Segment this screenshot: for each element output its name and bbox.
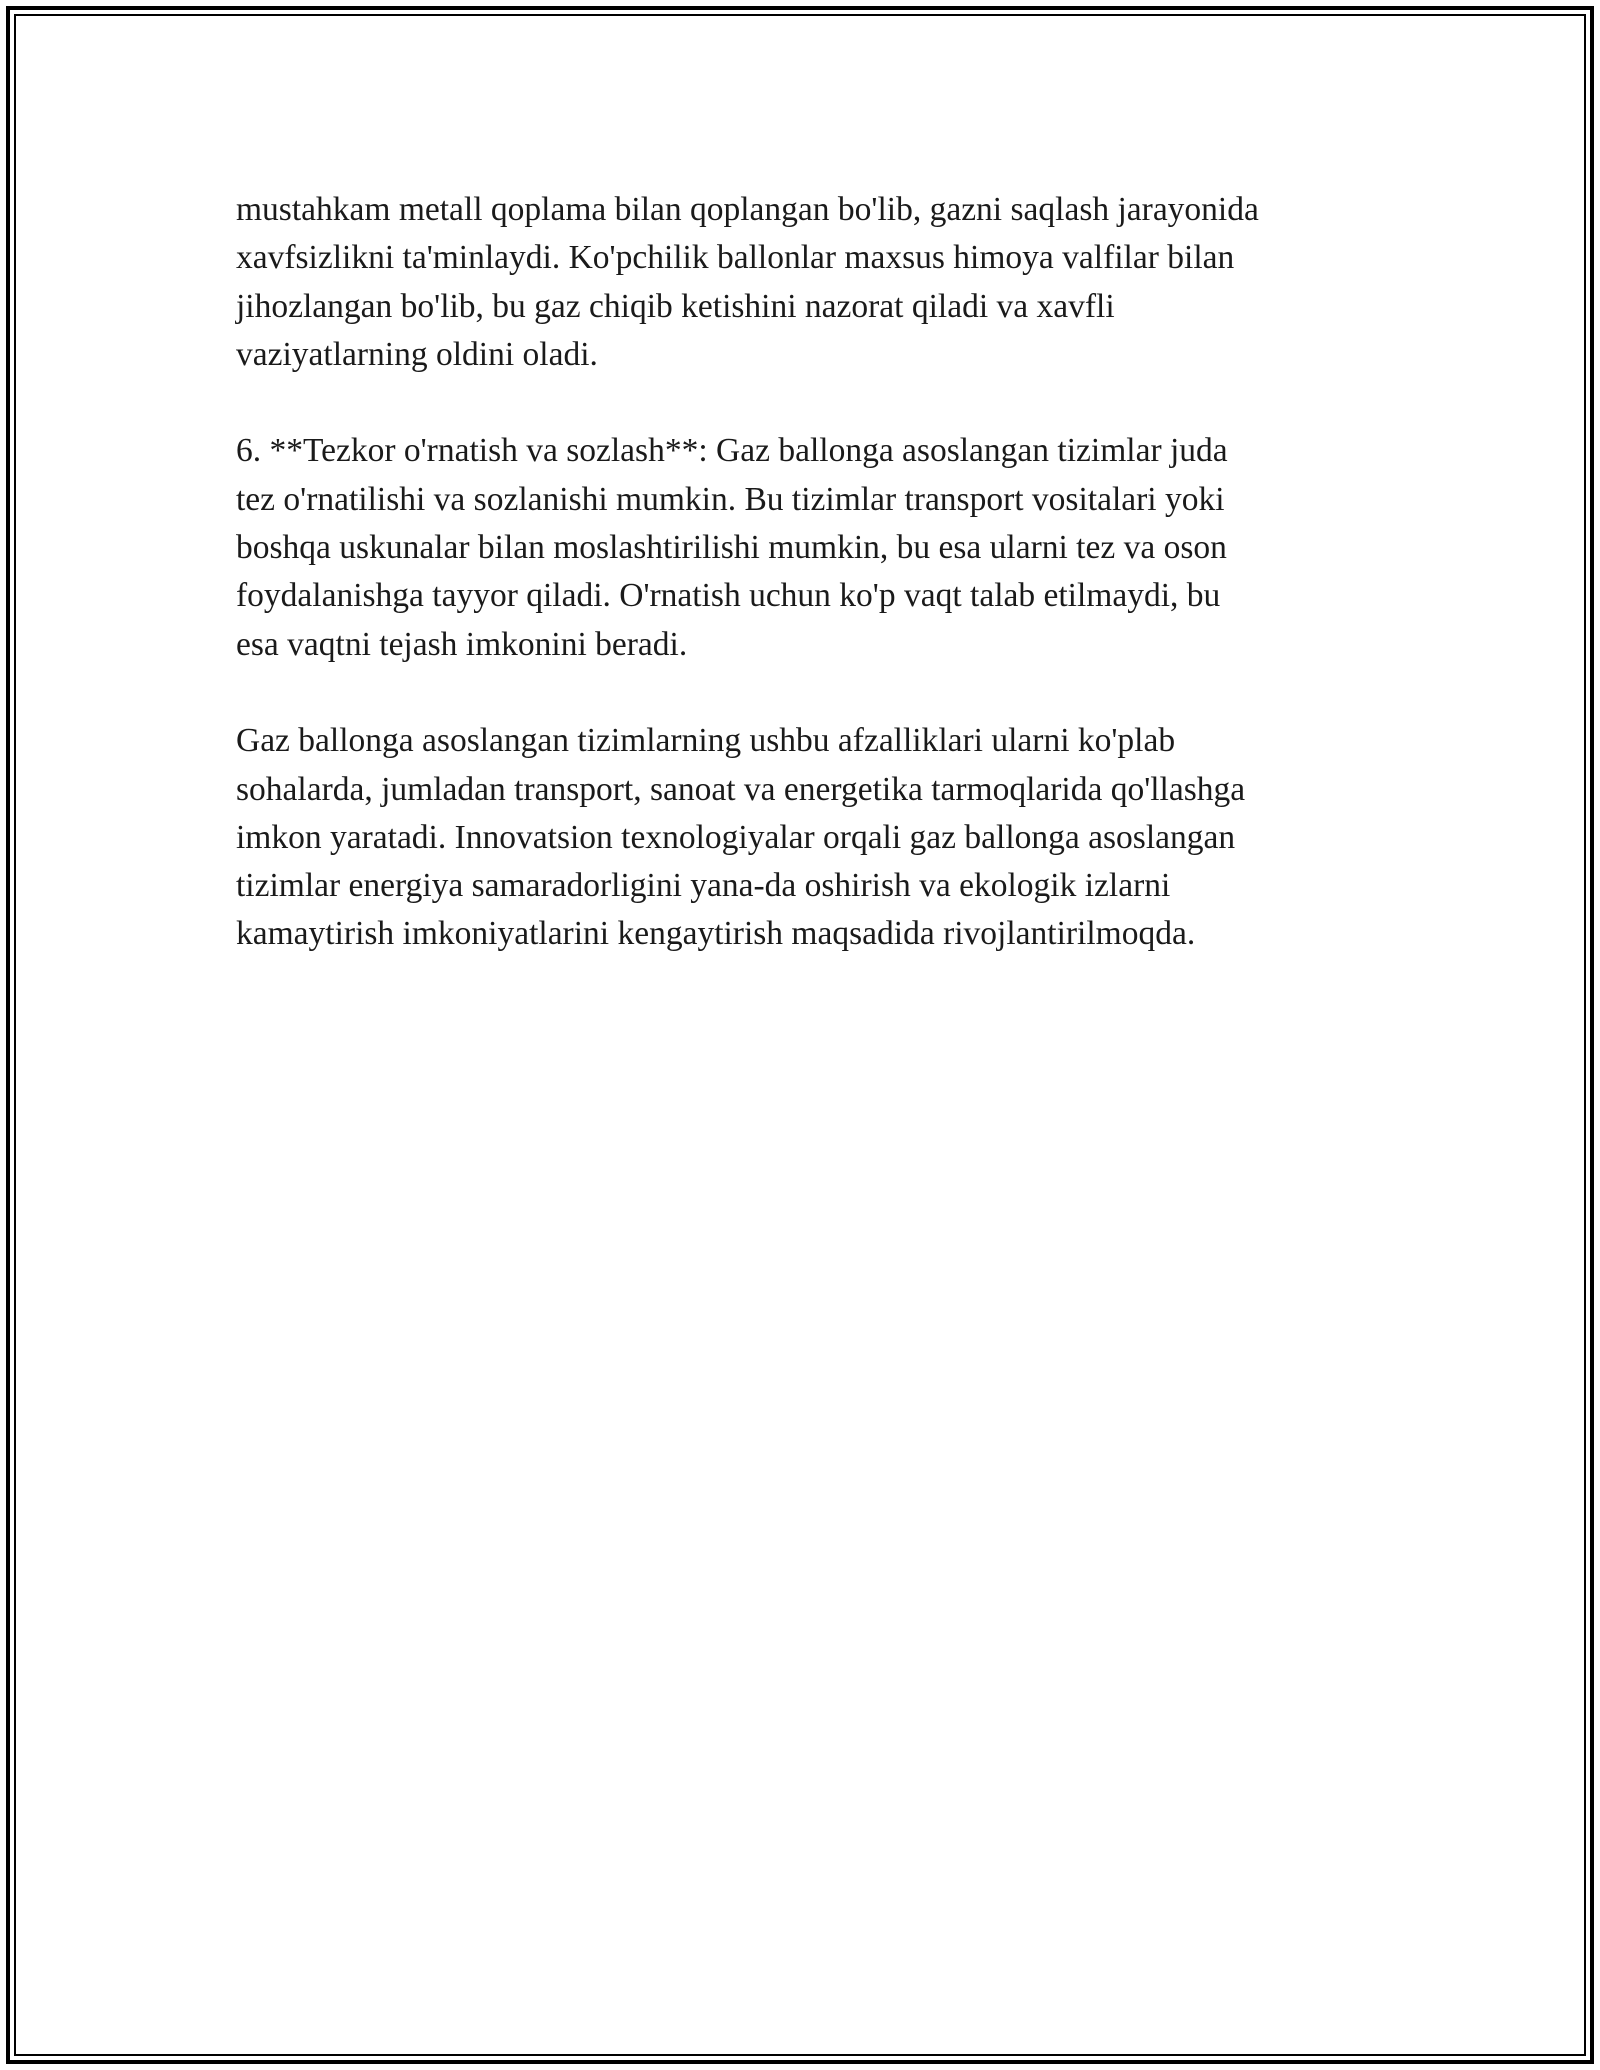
text-line: sohalarda, jumladan transport, sanoat va energetika tarmoqlarida qo'llashga	[236, 770, 1246, 808]
text-line: imkon yaratadi. Innovatsion texnologiyalar orqali gaz ballonga asoslangan	[236, 818, 1236, 856]
text-line: vaziyatlarning oldini oladi.	[236, 335, 598, 373]
text-line: tez o'rnatilishi va sozlanishi mumkin. Bu tizimlar transport vositalari yoki	[236, 480, 1225, 518]
paragraph-safety	[236, 186, 1366, 379]
text-line: foydalanishga tayyor qiladi. O'rnatish uchun ko'p vaqt talab etilmaydi, bu	[236, 577, 1221, 615]
text-line: xavfsizlikni ta'minlaydi. Ko'pchilik ballonlar maxsus himoya valfilar bilan	[236, 239, 1235, 277]
paragraph-conclusion	[236, 717, 1366, 958]
paragraph-quick-installation	[236, 427, 1366, 668]
text-line: kamaytirish imkoniyatlarini kengaytirish maqsadida rivojlantirilmoqda.	[236, 915, 1196, 953]
text-line: Gaz ballonga asoslangan tizimlarning ushbu afzalliklari ularni ko'plab	[236, 722, 1176, 760]
text-line: esa vaqtni tejash imkonini beradi.	[236, 625, 688, 663]
text-line: mustahkam metall qoplama bilan qoplangan bo'lib, gazni saqlash jarayonida	[236, 191, 1259, 228]
text-line: tizimlar energiya samaradorligini yana-da oshirish va ekologik izlarni	[236, 867, 1171, 905]
text-line: jihozlangan bo'lib, bu gaz chiqib ketishini nazorat qiladi va xavfli	[236, 287, 1115, 325]
text-line: 6. **Tezkor o'rnatish va sozlash**: Gaz ballonga asoslangan tizimlar juda	[236, 432, 1228, 470]
document-body	[236, 186, 1366, 1007]
text-line: boshqa uskunalar bilan moslashtirilishi mumkin, bu esa ularni tez va oson	[236, 529, 1227, 567]
